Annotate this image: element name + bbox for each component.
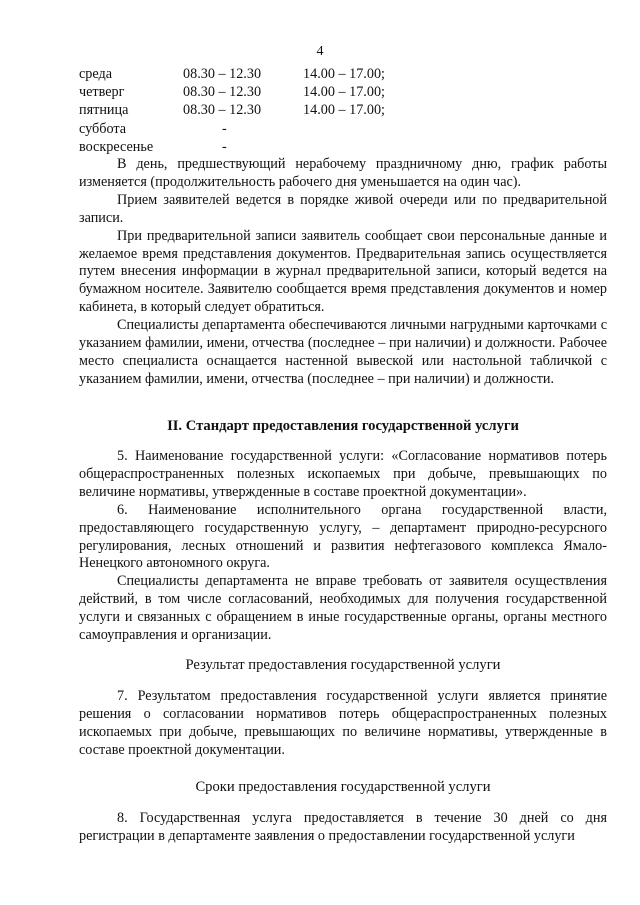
section-heading-standard: II. Стандарт предоставления государственной услуги [167,418,519,434]
paragraph-service-name: 5. Наименование государственной услуги: «Согласование нормативов потерь общераспространенных полезных ископаемых при добыче, превышающих по величине нормативы, утвержденные в составе проектной документации». [79,448,607,500]
schedule-afternoon-hours: 14.00 – 17.00; [303,84,385,101]
schedule-day: пятница [79,102,129,119]
schedule-afternoon-hours: 14.00 – 17.00; [303,66,385,82]
page-number: 4 [316,44,324,59]
paragraph-executive-body: 6. Наименование исполнительного органа государственной власти, предоставляющего государственную услугу, – департамент природно-ресурсного регулирования, лесных отношений и развития нефтегазового комплекса Ямало-Ненецкого автономного округа. [79,501,607,572]
schedule-day: среда [79,66,113,82]
paragraph-service-terms: 8. Государственная услуга предоставляется в течение 30 дней со дня регистрации в департаменте заявления о предоставлении государственной услуги [79,810,607,844]
schedule-day-off-mark: - [222,120,227,137]
schedule-day: воскресенье [79,138,154,155]
paragraph-specialist-badges: Специалисты департамента обеспечиваются личными нагрудными карточками с указанием фамилии, имени, отчества (последнее – при наличии) и должности. Рабочее место специалиста оснащается настенной вывеской или настольной табличкой с указанием фамилии, имени, отчества (последнее – при наличии) и должности. [79,317,607,387]
schedule-morning-hours: 08.30 – 12.30 [183,84,262,101]
paragraph-service-result: 7. Результатом предоставления государственной услуги является принятие решения о согласовании нормативов потерь общераспространенных полезных ископаемых при добыче, превышающих по величине нормативы, утвержденные в составе проектной документации. [79,688,607,758]
schedule-day: суббота [79,120,127,137]
terms-section [79,810,607,846]
paragraph-specialist-restrictions: Специалисты департамента не вправе требовать от заявителя осуществления действий, в том числе согласований, необходимых для получения государственной услуги и связанных с обращением в иные государственные органы, органы местного самоуправления и организации. [79,573,607,644]
schedule-day: четверг [79,84,125,101]
schedule-morning-hours: 08.30 – 12.30 [183,66,262,82]
paragraph-pre-registration: При предварительной записи заявитель сообщает свои персональные данные и желаемое время представления документов. Предварительная запись осуществляется путем внесения информации в журнал предварительной записи, который ведется на бумажном носителе. Заявителю сообщается время представления документов и номер кабинета, в который следует обратиться. [79,227,607,316]
result-section [79,688,607,760]
paragraph-holiday-schedule: В день, предшествующий нерабочему праздничному дню, график работы изменяется (продолжительность рабочего дня уменьшается на один час). [79,156,607,190]
intro-paragraphs [79,156,607,389]
paragraph-reception-order: Прием заявителей ведется в порядке живой очереди или по предварительной записи. [79,191,607,226]
section-heading-result: Результат предоставления государственной услуги [185,657,501,673]
schedule-day-off-mark: - [222,138,227,155]
schedule-morning-hours: 08.30 – 12.30 [183,102,262,119]
schedule-afternoon-hours: 14.00 – 17.00; [303,102,385,119]
section2-paragraphs [79,448,607,645]
section-heading-terms: Сроки предоставления государственной услуги [195,779,491,795]
